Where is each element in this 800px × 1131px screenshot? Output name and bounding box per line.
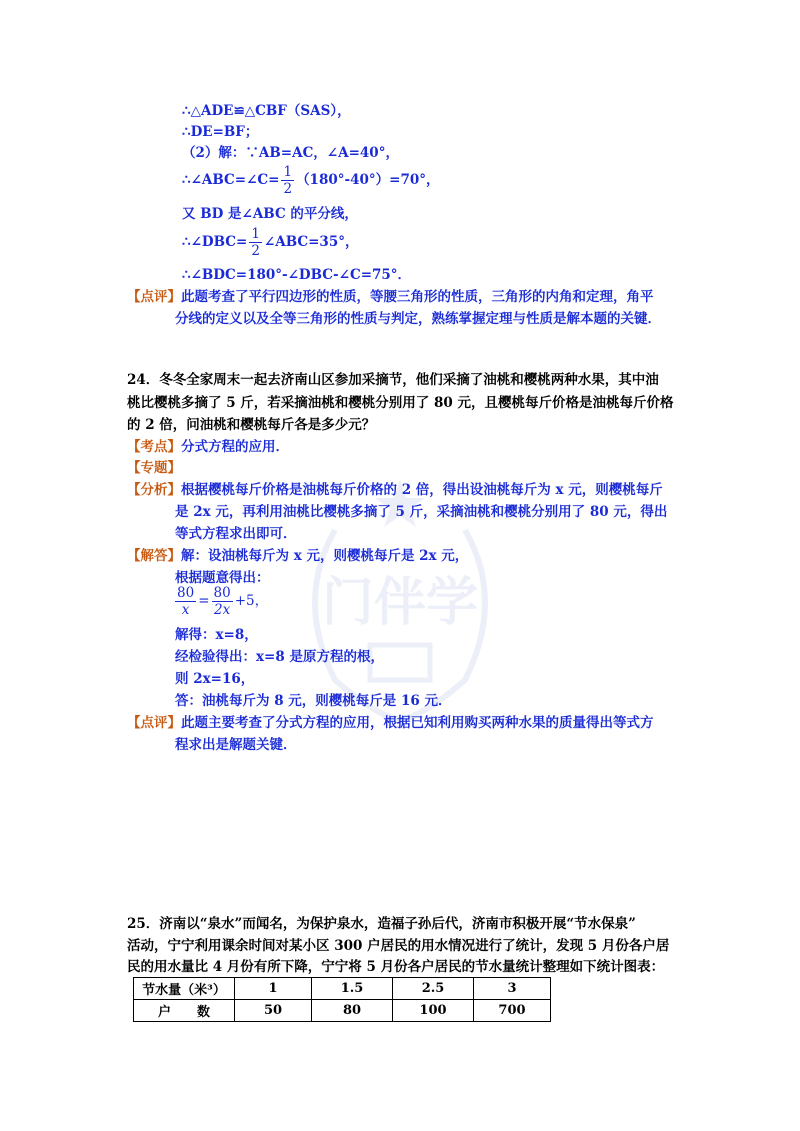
q24-fenxi-line-3: 等式方程求出即可． (175, 526, 297, 542)
q23-line-7: ∴∠BDC=180°-∠DBC-∠C=75°． (182, 267, 412, 283)
table-cell: 700 (474, 1000, 551, 1022)
q23-line-4-suffix: （180°-40°）=70°， (296, 172, 440, 188)
fraction-half: $\frac{1}{2}$ (283, 164, 293, 197)
q24-equation: $\frac{80}{x}$ = $\frac{80}{2x}$ +5， (177, 585, 269, 618)
table-header-label: 节水量（米³） (134, 978, 235, 1000)
comment-tag: 【点评】 (127, 289, 181, 305)
table-cell: 100 (393, 1000, 474, 1022)
table-row (134, 1000, 551, 1022)
watermark-text: 门伴学 (321, 573, 479, 633)
q23-line-6-suffix: ∠ABC=35°， (263, 234, 359, 250)
table-row-label: 户 数 (134, 1000, 235, 1022)
q23-line-1: ∴△ADE≌△CBF（SAS）， (182, 103, 351, 119)
q24-dianping: 【点评】此题主要考查了分式方程的应用，根据已知利用购买两种水果的质量得出等式方 (127, 715, 654, 731)
table-cell: 80 (312, 1000, 393, 1022)
q24-stem-line-3: 的 2 倍，问油桃和樱桃每斤各是多少元？ (127, 417, 376, 433)
q23-line-5: 又 BD 是∠ABC 的平分线， (182, 206, 358, 222)
q24-jieda-line-2: 根据题意得出： (175, 570, 270, 586)
q24-fenxi-line-2: 是 2x 元，再利用油桃比樱桃多摘了 5 斤，采摘油桃和樱桃分别用了 80 元，得出 (175, 504, 668, 520)
q24-jieda-line-7: 答：油桃每斤为 8 元，则樱桃每斤是 16 元． (175, 693, 452, 709)
table-cell: 3 (474, 978, 551, 1000)
q24-jieda: 【解答】解：设油桃每斤为 x 元，则樱桃每斤是 2x 元， (127, 548, 469, 564)
q24-jieda-line-6: 则 2x=16， (175, 671, 255, 687)
equation-left-fraction: $\frac{80}{x}$ (177, 585, 195, 618)
q23-line-2: ∴DE=BF； (182, 124, 259, 140)
table-cell: 2.5 (393, 978, 474, 1000)
q24-kaodian: 【考点】分式方程的应用． (127, 439, 289, 455)
q25-stem-line-2: 活动，宁宁利用课余时间对某小区 300 户居民的用水情况进行了统计，发现 5 月份各户居 (127, 938, 670, 954)
q24-fenxi: 【分析】根据樱桃每斤价格是油桃每斤价格的 2 倍，得出设油桃每斤为 x 元，则樱桃每斤 (127, 482, 663, 498)
equation-right-fraction: $\frac{80}{2x}$ (213, 585, 231, 618)
q23-comment: 【点评】此题考查了平行四边形的性质，等腰三角形的性质，三角形的内角和定理，角平 (127, 289, 654, 305)
q25-stem-line-1: 25．济南以“泉水”而闻名，为保护泉水，造福子孙后代，济南市积极开展“节水保泉” (127, 916, 636, 932)
q24-stem-line-2: 桃比樱桃多摘了 5 斤，若采摘油桃和樱桃分别用了 80 元，且樱桃每斤价格是油桃每斤价格 (127, 395, 674, 411)
q23-comment-line-2: 分线的定义以及全等三角形的性质与判定，熟练掌握定理与性质是解本题的关键． (175, 311, 661, 327)
table-row (134, 978, 551, 1000)
fraction-half: $\frac{1}{2}$ (251, 226, 260, 259)
q23-line-4-prefix: ∴∠ABC=∠C= (182, 172, 280, 188)
q24-zhuanti-tag: 【专题】 (127, 460, 181, 476)
q23-line-6 (182, 226, 358, 259)
q23-line-3: （2）解：∵AB=AC，∠A=40°， (182, 145, 399, 161)
q23-line-4 (182, 164, 439, 197)
table-cell: 50 (235, 1000, 312, 1022)
q24-dianping-line-2: 程求出是解题关键． (175, 737, 297, 753)
table-cell: 1 (235, 978, 312, 1000)
q24-stem-line-1: 24．冬冬全家周末一起去济南山区参加采摘节，他们采摘了油桃和樱桃两种水果，其中油 (127, 372, 659, 388)
q25-stem-line-3: 民的用水量比 4 月份有所下降，宁宁将 5 月份各户居民的节水量统计整理如下统计图表： (127, 959, 665, 975)
q24-jieda-line-4: 解得：x=8， (175, 627, 258, 643)
water-saving-table (133, 977, 551, 1022)
q23-line-6-prefix: ∴∠DBC= (182, 234, 248, 250)
table-cell: 1.5 (312, 978, 393, 1000)
q24-jieda-line-5: 经检验得出：x=8 是原方程的根， (175, 649, 384, 665)
